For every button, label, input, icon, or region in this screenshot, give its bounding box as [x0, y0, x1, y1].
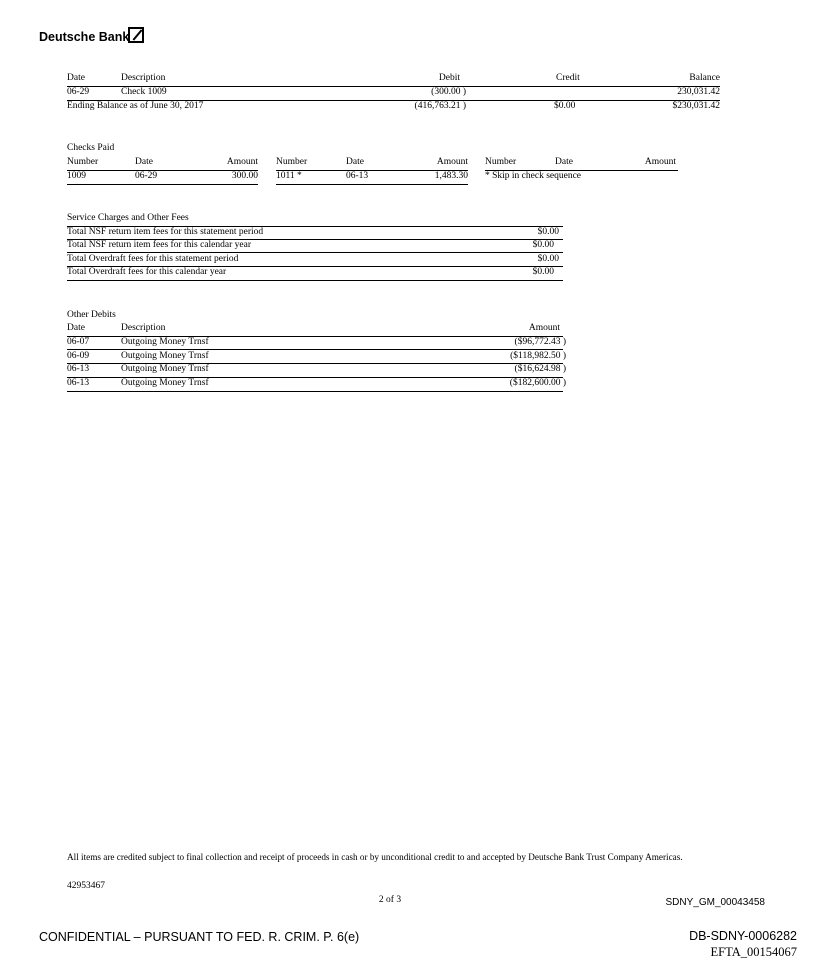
divider — [276, 184, 468, 185]
debits-header-amount: Amount — [528, 323, 560, 333]
debit-description: Outgoing Money Trnsf — [121, 378, 209, 388]
checks-header-date: Date — [346, 157, 364, 167]
fee-label: Total NSF return item fees for this statement period — [67, 227, 264, 237]
checks-header-number: Number — [276, 157, 308, 167]
divider — [67, 349, 563, 350]
ending-balance-label: Ending Balance as of June 30, 2017 — [67, 101, 204, 111]
row-date: 06-29 — [67, 87, 90, 97]
divider — [67, 252, 563, 253]
account-reference: 42953467 — [67, 881, 105, 891]
col-header-date: Date — [67, 73, 85, 83]
fee-label: Total Overdraft fees for this calendar year — [67, 267, 227, 277]
checks-paid-title: Checks Paid — [67, 143, 115, 153]
col-header-balance: Balance — [689, 73, 720, 83]
checks-header-amount: Amount — [644, 157, 676, 167]
check-sequence-note: * Skip in check sequence — [485, 171, 582, 181]
row-balance: 230,031.42 — [677, 87, 720, 97]
divider — [67, 391, 563, 392]
debit-amount: ($118,982.50 ) — [510, 351, 566, 361]
fee-amount: $0.00 — [537, 227, 559, 237]
checks-header-amount: Amount — [226, 157, 258, 167]
checks-header-number: Number — [67, 157, 99, 167]
page-number: 2 of 3 — [378, 895, 402, 905]
service-charges-title: Service Charges and Other Fees — [67, 213, 189, 223]
debit-amount: ($182,600.00 ) — [509, 378, 566, 388]
row-description: Check 1009 — [121, 87, 167, 97]
check-number: 1011 * — [276, 171, 302, 181]
check-number: 1009 — [67, 171, 86, 181]
divider — [67, 280, 563, 281]
debit-date: 06-07 — [67, 337, 90, 347]
bates-db: DB-SDNY-0006282 — [689, 929, 797, 943]
checks-header-amount: Amount — [436, 157, 468, 167]
check-date: 06-13 — [346, 171, 369, 181]
fee-amount: $0.00 — [532, 267, 554, 277]
debit-date: 06-13 — [67, 364, 90, 374]
col-header-debit: Debit — [438, 73, 460, 83]
debit-date: 06-13 — [67, 378, 90, 388]
disclaimer: All items are credited subject to final collection and receipt of proceeds in cash or by unconditional credit to and accepted by Deutsche Bank Trust Company Americas. — [67, 852, 683, 862]
ending-debit: (416,763.21 ) — [414, 101, 466, 111]
checks-header-number: Number — [485, 157, 517, 167]
fee-amount: $0.00 — [537, 254, 559, 264]
fee-amount: $0.00 — [532, 240, 554, 250]
fee-label: Total NSF return item fees for this calendar year — [67, 240, 251, 250]
bates-sdny: SDNY_GM_00043458 — [665, 897, 765, 908]
deutsche-bank-logo-icon — [128, 27, 144, 43]
divider — [67, 184, 258, 185]
bank-name: Deutsche Bank — [39, 30, 130, 44]
other-debits-title: Other Debits — [67, 310, 116, 320]
ending-balance: $230,031.42 — [672, 101, 720, 111]
checks-header-date: Date — [555, 157, 573, 167]
checks-header-date: Date — [135, 157, 153, 167]
debit-description: Outgoing Money Trnsf — [121, 351, 209, 361]
ending-credit: $0.00 — [554, 101, 576, 111]
check-date: 06-29 — [135, 171, 158, 181]
debit-amount: ($96,772.43 ) — [514, 337, 566, 347]
row-debit: (300.00 ) — [431, 87, 466, 97]
debit-description: Outgoing Money Trnsf — [121, 337, 209, 347]
debit-description: Outgoing Money Trnsf — [121, 364, 209, 374]
fee-label: Total Overdraft fees for this statement period — [67, 254, 239, 264]
debits-header-date: Date — [67, 323, 85, 333]
check-amount: 300.00 — [231, 171, 258, 181]
debit-date: 06-09 — [67, 351, 90, 361]
check-amount: 1,483.30 — [434, 171, 468, 181]
col-header-credit: Credit — [556, 73, 580, 83]
debit-amount: ($16,624.98 ) — [514, 364, 566, 374]
efta-number: EFTA_00154067 — [710, 945, 797, 959]
col-header-description: Description — [121, 73, 166, 83]
debits-header-description: Description — [121, 323, 166, 333]
confidential-notice: CONFIDENTIAL – PURSUANT TO FED. R. CRIM. P. 6(e) — [39, 930, 360, 944]
